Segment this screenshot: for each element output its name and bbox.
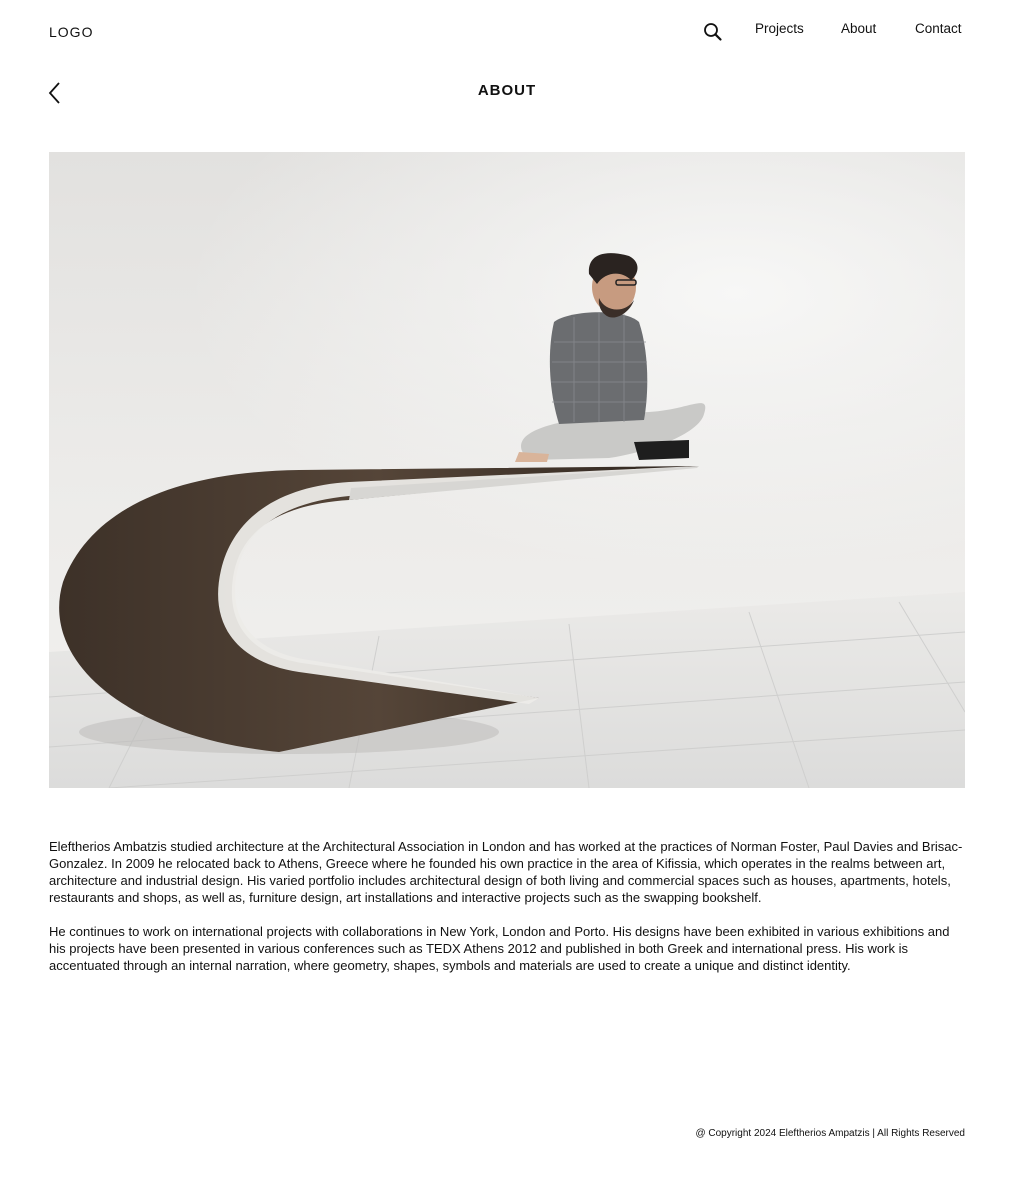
nav-contact[interactable]: Contact [915, 21, 962, 36]
bio-text [49, 838, 965, 991]
nav-about[interactable]: About [841, 21, 877, 36]
bio-paragraph: Eleftherios Ambatzis studied architecture at the Architectural Association in London and has worked at the practices of Norman Foster, Paul Davies and Brisac-Gonzalez. In 2009 he relocated back to Athens, Greece where he founded his own practice in the area of Kifissia, which operates in the realms between art, architecture and industrial design. His varied portfolio includes architectural design of both living and commercial spaces such as houses, apartments, hotels, restaurants and shops, as well as, furniture design, art installations and interactive projects such as the swapping bookshelf. [49, 839, 963, 905]
hero-image [49, 152, 965, 788]
footer-copyright: @ Copyright 2024 Eleftherios Ampatzis | All Rights Reserved [695, 1128, 965, 1139]
logo[interactable]: LOGO [49, 24, 94, 40]
search-icon[interactable] [703, 22, 723, 42]
nav-projects[interactable]: Projects [755, 21, 804, 36]
page-title: ABOUT [477, 82, 537, 99]
bio-paragraph: He continues to work on international projects with collaborations in New York, London and Porto. His designs have been exhibited in various exhibitions and his projects have been presented in various conferences such as TEDX Athens 2012 and published in both Greek and international press. His work is accentuated through an internal narration, where geometry, shapes, symbols and materials are used to create a unique and distinct identity. [49, 924, 950, 973]
